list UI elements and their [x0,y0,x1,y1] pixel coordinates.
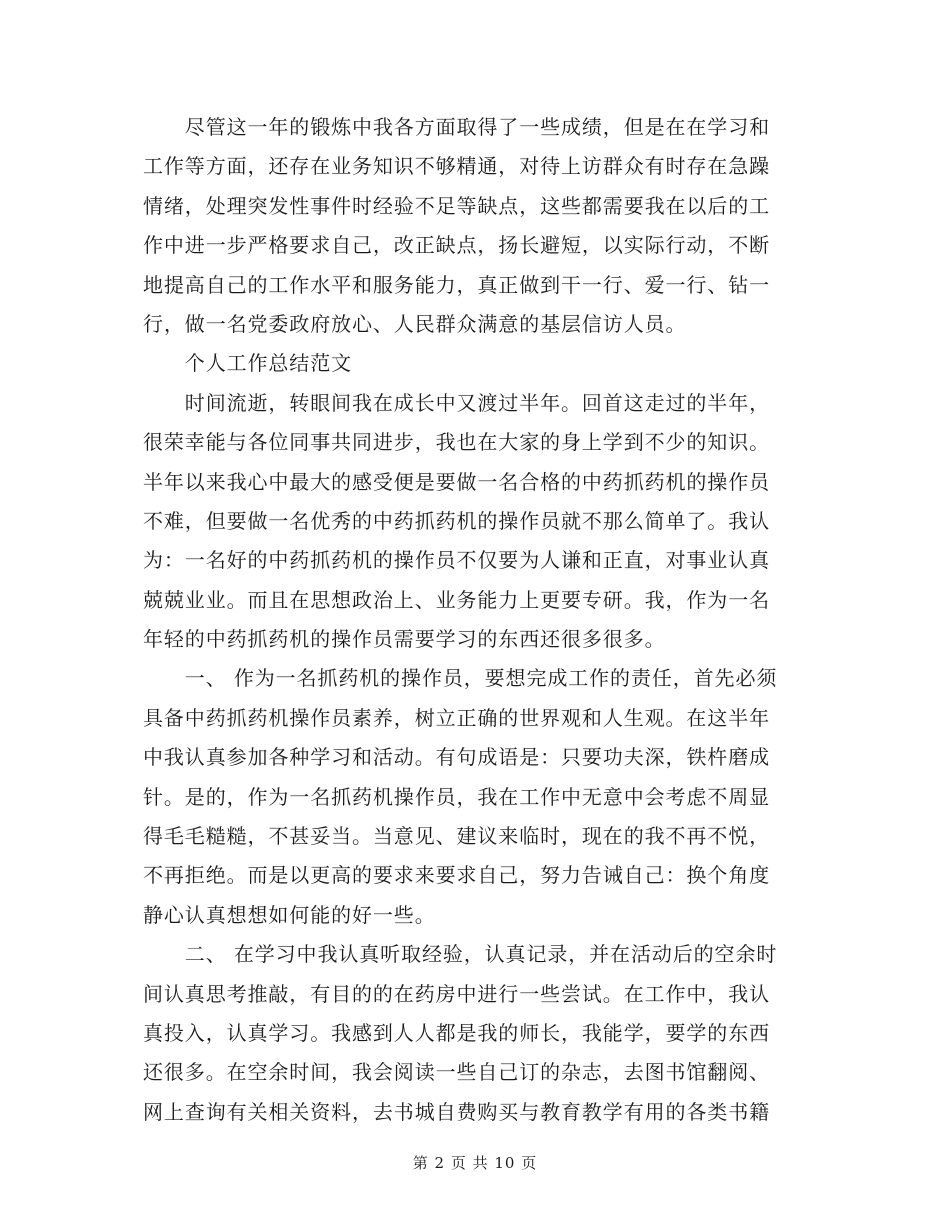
text-line: 半年以来我心中最大的感受便是要做一名合格的中药抓药机的操作员 [143,469,770,494]
text-line: 具备中药抓药机操作员素养，树立正确的世界观和人生观。在这半年 [143,705,770,730]
text-line: 中我认真参加各种学习和活动。有句成语是：只要功夫深，铁杵磨成 [143,745,770,770]
text-line: 工作等方面，还存在业务知识不够精通，对待上访群众有时存在急躁 [143,154,770,179]
text-line: 二、 在学习中我认真听取经验，认真记录，并在活动后的空余时 [143,942,778,967]
text-line: 不再拒绝。而是以更高的要求来要求自己，努力告诫自己：换个角度 [143,863,770,888]
document-body [143,108,803,1132]
text-line: 地提高自己的工作水平和服务能力，真正做到干一行、爱一行、钻一 [143,272,770,297]
text-line: 年轻的中药抓药机的操作员需要学习的东西还很多很多。 [143,627,666,652]
text-line: 网上查询有关相关资料，去书城自费购买与教育教学有用的各类书籍 [143,1099,770,1124]
page-footer [0,1151,950,1175]
page-number-label: 第 2 页 共 10 页 [412,1154,538,1172]
text-line: 针。是的，作为一名抓药机操作员，我在工作中无意中会考虑不周显 [143,784,770,809]
text-line: 为：一名好的中药抓药机的操作员不仅要为人谦和正直，对事业认真 [143,548,770,573]
text-line: 一、 作为一名抓药机的操作员，要想完成工作的责任，首先必须 [143,666,778,691]
section-heading: 个人工作总结范文 [143,351,352,376]
text-line: 很荣幸能与各位同事共同进步，我也在大家的身上学到不少的知识。 [143,430,770,455]
text-line: 时间流逝，转眼间我在成长中又渡过半年。回首这走过的半年， [143,390,770,415]
text-line: 还很多。在空余时间，我会阅读一些自己订的杂志，去图书馆翻阅、 [143,1060,770,1085]
text-line: 真投入，认真学习。我感到人人都是我的师长，我能学，要学的东西 [143,1020,770,1045]
text-line: 情绪，处理突发性事件时经验不足等缺点，这些都需要我在以后的工 [143,193,770,218]
text-line: 行，做一名党委政府放心、人民群众满意的基层信访人员。 [143,311,687,336]
text-line: 间认真思考推敲，有目的的在药房中进行一些尝试。在工作中，我认 [143,981,770,1006]
text-line: 兢兢业业。而且在思想政治上、业务能力上更要专研。我，作为一名 [143,587,770,612]
text-line: 作中进一步严格要求自己，改正缺点，扬长避短，以实际行动，不断 [143,233,770,258]
text-line: 尽管这一年的锻炼中我各方面取得了一些成绩，但是在在学习和 [143,115,770,139]
text-line: 不难，但要做一名优秀的中药抓药机的操作员就不那么简单了。我认 [143,508,770,533]
text-line: 静心认真想想如何能的好一些。 [143,902,436,927]
text-line: 得毛毛糙糙，不甚妥当。当意见、建议来临时，现在的我不再不悦， [143,824,770,849]
